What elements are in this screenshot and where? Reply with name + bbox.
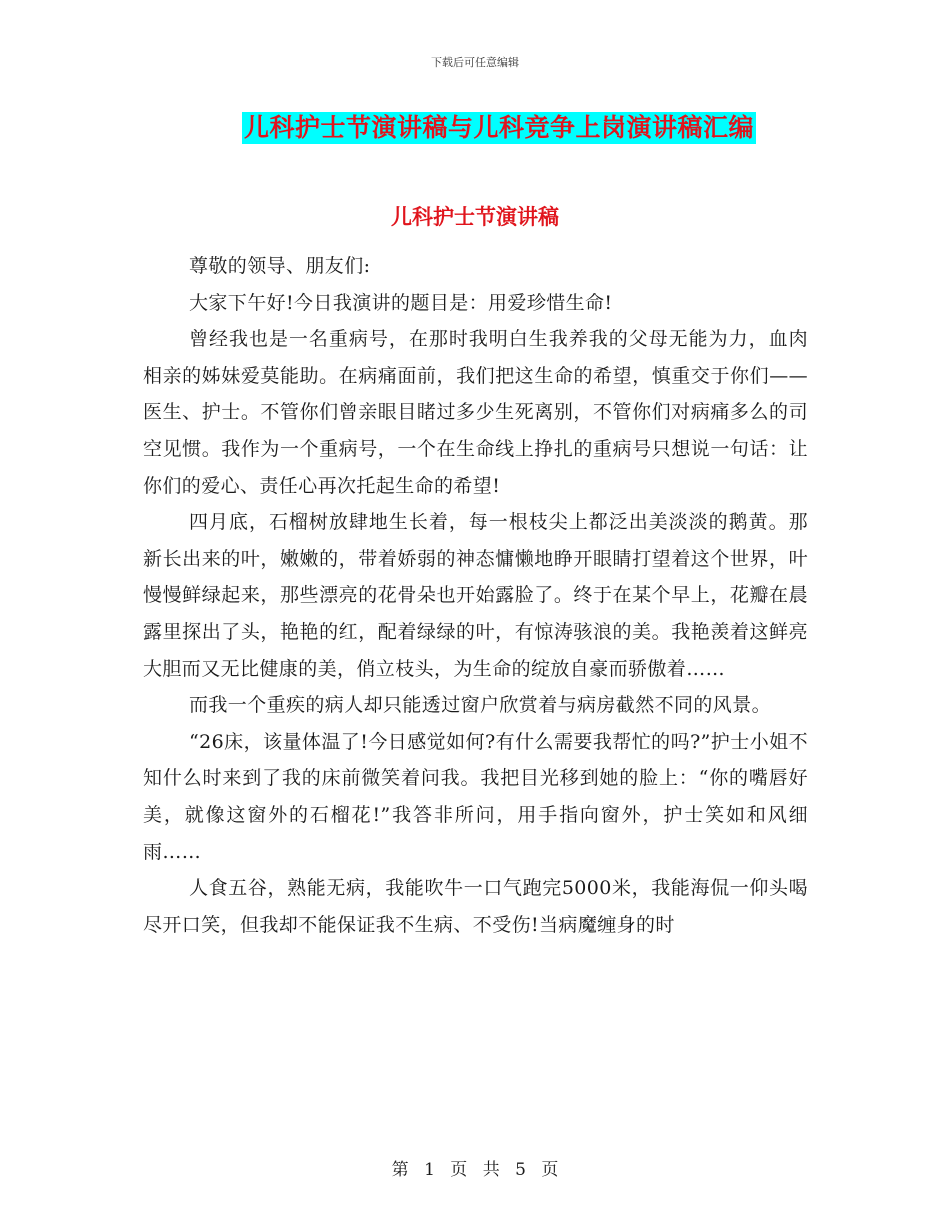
footer-label-total: 共	[482, 1160, 500, 1180]
footer-total-pages: 5	[515, 1160, 526, 1180]
paragraph: 而我一个重疾的病人却只能透过窗户欣赏着与病房截然不同的风景。	[189, 694, 772, 717]
paragraph-salutation: 尊敬的领导、朋友们:	[189, 255, 371, 277]
paragraph: 四月底，石榴树放肆地生长着，每一根枝尖上都泛出美淡淡的鹅黄。那新长出来的叶，嫩嫩的，带着娇弱的神态慵懒地睁开眼睛打望着这个世界，叶慢慢鲜绿起来，那些漂亮的花骨朵也开始露脸了。终于在某个早上，花瓣在晨露里探出了头，艳艳的红，配着绿绿的叶，有惊涛骇浪的美。我艳羡着这鲜亮大胆而又无比健康的美，俏立枝头，为生命的绽放自豪而骄傲着……	[143, 511, 808, 680]
section-title: 儿科护士节演讲稿	[391, 204, 559, 229]
footer-page-number: 1	[424, 1160, 435, 1180]
paragraph: 曾经我也是一名重病号，在那时我明白生我养我的父母无能为力，血肉相亲的姊妹爱莫能助。在病痛面前，我们把这生命的希望，慎重交于你们——医生、护士。不管你们曾亲眼目睹过多少生死离别，不管你们对病痛多么的司空见惯。我作为一个重病号，一个在生命线上挣扎的重病号只想说一句话：让你们的爱心、责任心再次托起生命的希望!	[143, 328, 808, 497]
paragraph: “26床，该量体温了!今日感觉如何?有什么需要我帮忙的吗?”护士小姐不知什么时来到了我的床前微笑着问我。我把目光移到她的脸上：“你的嘴唇好美，就像这窗外的石榴花!”我答非所问，用手指向窗外，护士笑如和风细雨……	[143, 730, 808, 863]
footer-label-unit: 页	[450, 1160, 468, 1180]
paragraph: 人食五谷，熟能无病，我能吹牛一口气跑完5000米，我能海侃一仰头喝尽开口笑，但我却不能保证我不生病、不受伤!当病魔缠身的时	[143, 877, 808, 936]
page-footer	[0, 1155, 950, 1180]
footer-label-page: 第	[391, 1160, 409, 1180]
document-body	[143, 248, 808, 943]
page-header-note: 下载后可任意编辑	[431, 56, 519, 69]
footer-label-unit2: 页	[541, 1160, 559, 1180]
paragraph-greeting: 大家下午好!今日我演讲的题目是：用爱珍惜生命!	[189, 291, 613, 314]
document-title-container	[0, 112, 950, 144]
document-title: 儿科护士节演讲稿与儿科竞争上岗演讲稿汇编	[243, 113, 754, 142]
